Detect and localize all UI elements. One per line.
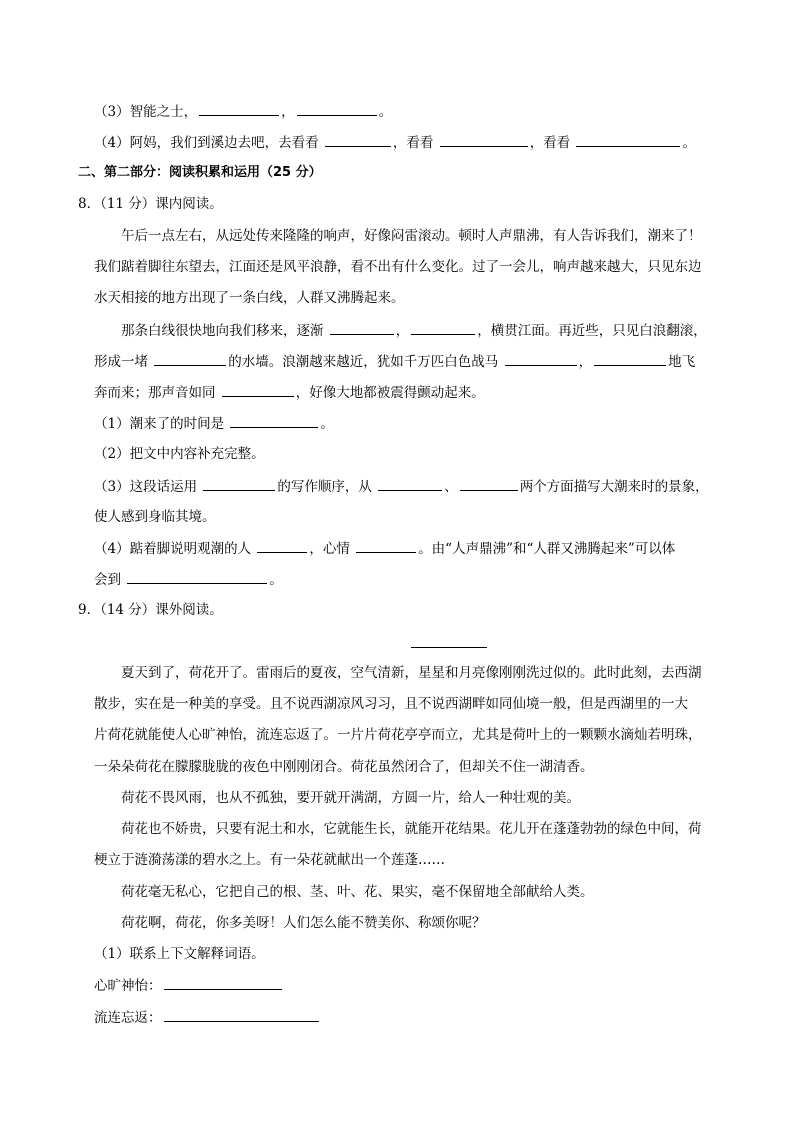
answer-blank[interactable] [127, 569, 267, 584]
text-span: 。由“人声鼎沸”和“人群又沸腾起来”可以体 [418, 541, 676, 557]
q9-passage-line: 荷花啊，荷花，你多美呀！人们怎么能不赞美你、称颂你呢？ [121, 915, 486, 931]
text-span: （3）这段话运用 [94, 479, 202, 495]
q7-item3 [94, 101, 794, 122]
answer-blank[interactable] [203, 476, 275, 491]
q8-sub3 [94, 476, 794, 497]
q8-sub3-cont: 使人感到身临其境。 [94, 509, 216, 525]
text-span: 的写作顺序，从 [277, 479, 377, 495]
text-span: 流连忘返： [94, 1010, 162, 1026]
answer-blank[interactable] [222, 382, 294, 397]
text-span: 。 [320, 416, 334, 432]
text-span: 会到 [94, 572, 126, 588]
answer-blank[interactable] [378, 476, 442, 491]
answer-blank[interactable] [164, 975, 282, 990]
answer-blank[interactable] [164, 1007, 319, 1022]
text-span: ， [395, 323, 410, 339]
q9-passage-line: 梗立于涟漪荡漾的碧水之上。有一朵花就献出一个莲蓬…… [94, 852, 445, 868]
q9-heading: 9．（14 分）课外阅读。 [78, 602, 223, 618]
text-span: 、 [444, 479, 458, 495]
text-span: 奔而来；那声音如同 [94, 385, 220, 401]
q7-item3-text: （3）智能之士， [94, 104, 198, 120]
answer-blank[interactable] [325, 132, 391, 147]
q8-sub1 [94, 413, 794, 434]
q9-passage-line: 荷花毫无私心，它把自己的根、茎、叶、花、果实，毫不保留地全部献给人类。 [121, 884, 594, 900]
text-span: ，心情 [309, 541, 355, 557]
section-title: 二、第二部分：阅读积累和运用（25 分） [78, 165, 322, 180]
answer-blank[interactable] [440, 132, 528, 147]
q9-passage-line: 一朵朵荷花在朦朦胧胧的夜色中刚刚闭合。荷花虽然闭合了，但却关不住一湖清香。 [94, 759, 594, 775]
answer-blank[interactable] [297, 101, 377, 116]
text-span: （4）踮着脚说明观潮的人 [94, 541, 256, 557]
q8-passage-line [94, 382, 794, 403]
q9-word2 [94, 1007, 794, 1028]
q8-heading: 8．（11 分）课内阅读。 [78, 196, 223, 212]
q7-item4-sep1: ，看看 [392, 135, 438, 151]
q9-word1 [94, 975, 794, 996]
q7-item3-end: 。 [378, 104, 393, 120]
text-span: 两个方面描写大潮来时的景象， [519, 479, 709, 495]
q9-sub1: （1）联系上下文解释词语。 [94, 946, 265, 962]
text-span: 。 [269, 572, 283, 588]
q7-item4-text: （4）阿妈，我们到溪边去吧，去看看 [94, 135, 323, 151]
answer-blank[interactable] [330, 320, 394, 335]
text-span: 那条白线很快地向我们移来，逐渐 [121, 323, 328, 339]
q7-item4-sep2: ，看看 [529, 135, 575, 151]
q8-passage-line [121, 320, 794, 341]
answer-blank[interactable] [257, 538, 307, 553]
text-span: ， [578, 354, 593, 370]
answer-blank[interactable] [154, 351, 226, 366]
answer-blank[interactable] [199, 101, 279, 116]
text-span: ，横贯江面。再近些，只见白浪翻滚， [477, 323, 707, 339]
q7-item4 [94, 132, 794, 153]
answer-blank[interactable] [356, 538, 416, 553]
text-span: 地飞 [668, 354, 696, 370]
q9-passage-line: 荷花也不娇贵，只要有泥土和水，它就能生长，就能开花结果。花儿开在蓬蓬勃勃的绿色中间，荷 [121, 821, 702, 837]
answer-blank[interactable] [505, 351, 577, 366]
text-span: （1）潮来了的时间是 [94, 416, 229, 432]
answer-blank[interactable] [594, 351, 666, 366]
q7-item4-end: 。 [682, 135, 696, 151]
text-span: 的水墙。浪潮越来越近，犹如千万匹白色战马 [228, 354, 503, 370]
q8-passage-line: 我们踮着脚往东望去，江面还是风平浪静，看不出有什么变化。过了一会儿，响声越来越大，只见东边 [94, 259, 702, 275]
text-span: 心旷神怡： [94, 978, 162, 994]
answer-blank[interactable] [411, 320, 475, 335]
q9-passage-line: 荷花不畏风雨，也从不孤独，要开就开满湖，方圆一片，给人一种壮观的美。 [121, 790, 580, 806]
answer-blank[interactable] [576, 132, 680, 147]
q8-passage-line: 水天相接的地方出现了一条白线，人群又沸腾起来。 [94, 290, 405, 306]
answer-blank[interactable] [460, 476, 518, 491]
q8-sub4-cont [94, 569, 794, 590]
text-span: ，好像大地都被震得颤动起来。 [295, 385, 485, 401]
q9-passage-line: 夏天到了，荷花开了。雷雨后的夏夜，空气清新，星星和月亮像刚刚洗过似的。此时此刻，去西湖 [121, 665, 702, 681]
q9-passage-line: 散步，实在是一种美的享受。且不说西湖凉风习习，且不说西湖畔如同仙境一般，但是西湖里的一大 [94, 696, 688, 712]
q8-passage-line [94, 351, 794, 372]
answer-blank[interactable] [230, 413, 318, 428]
text-span: 形成一堵 [94, 354, 153, 370]
q8-sub4 [94, 538, 794, 559]
passage-title-blank[interactable] [411, 646, 487, 648]
q7-item3-sep: ， [281, 104, 295, 120]
q9-passage-line: 片荷花就能使人心旷神怡，流连忘返了。一片片荷花亭亭而立，尤其是荷叶上的一颗颗水滴灿若明珠， [94, 727, 702, 743]
q8-sub2: （2）把文中内容补充完整。 [94, 446, 265, 462]
q8-passage-line: 午后一点左右，从远处传来隆隆的响声，好像闷雷滚动。顿时人声鼎沸，有人告诉我们，潮来了！ [121, 228, 702, 244]
